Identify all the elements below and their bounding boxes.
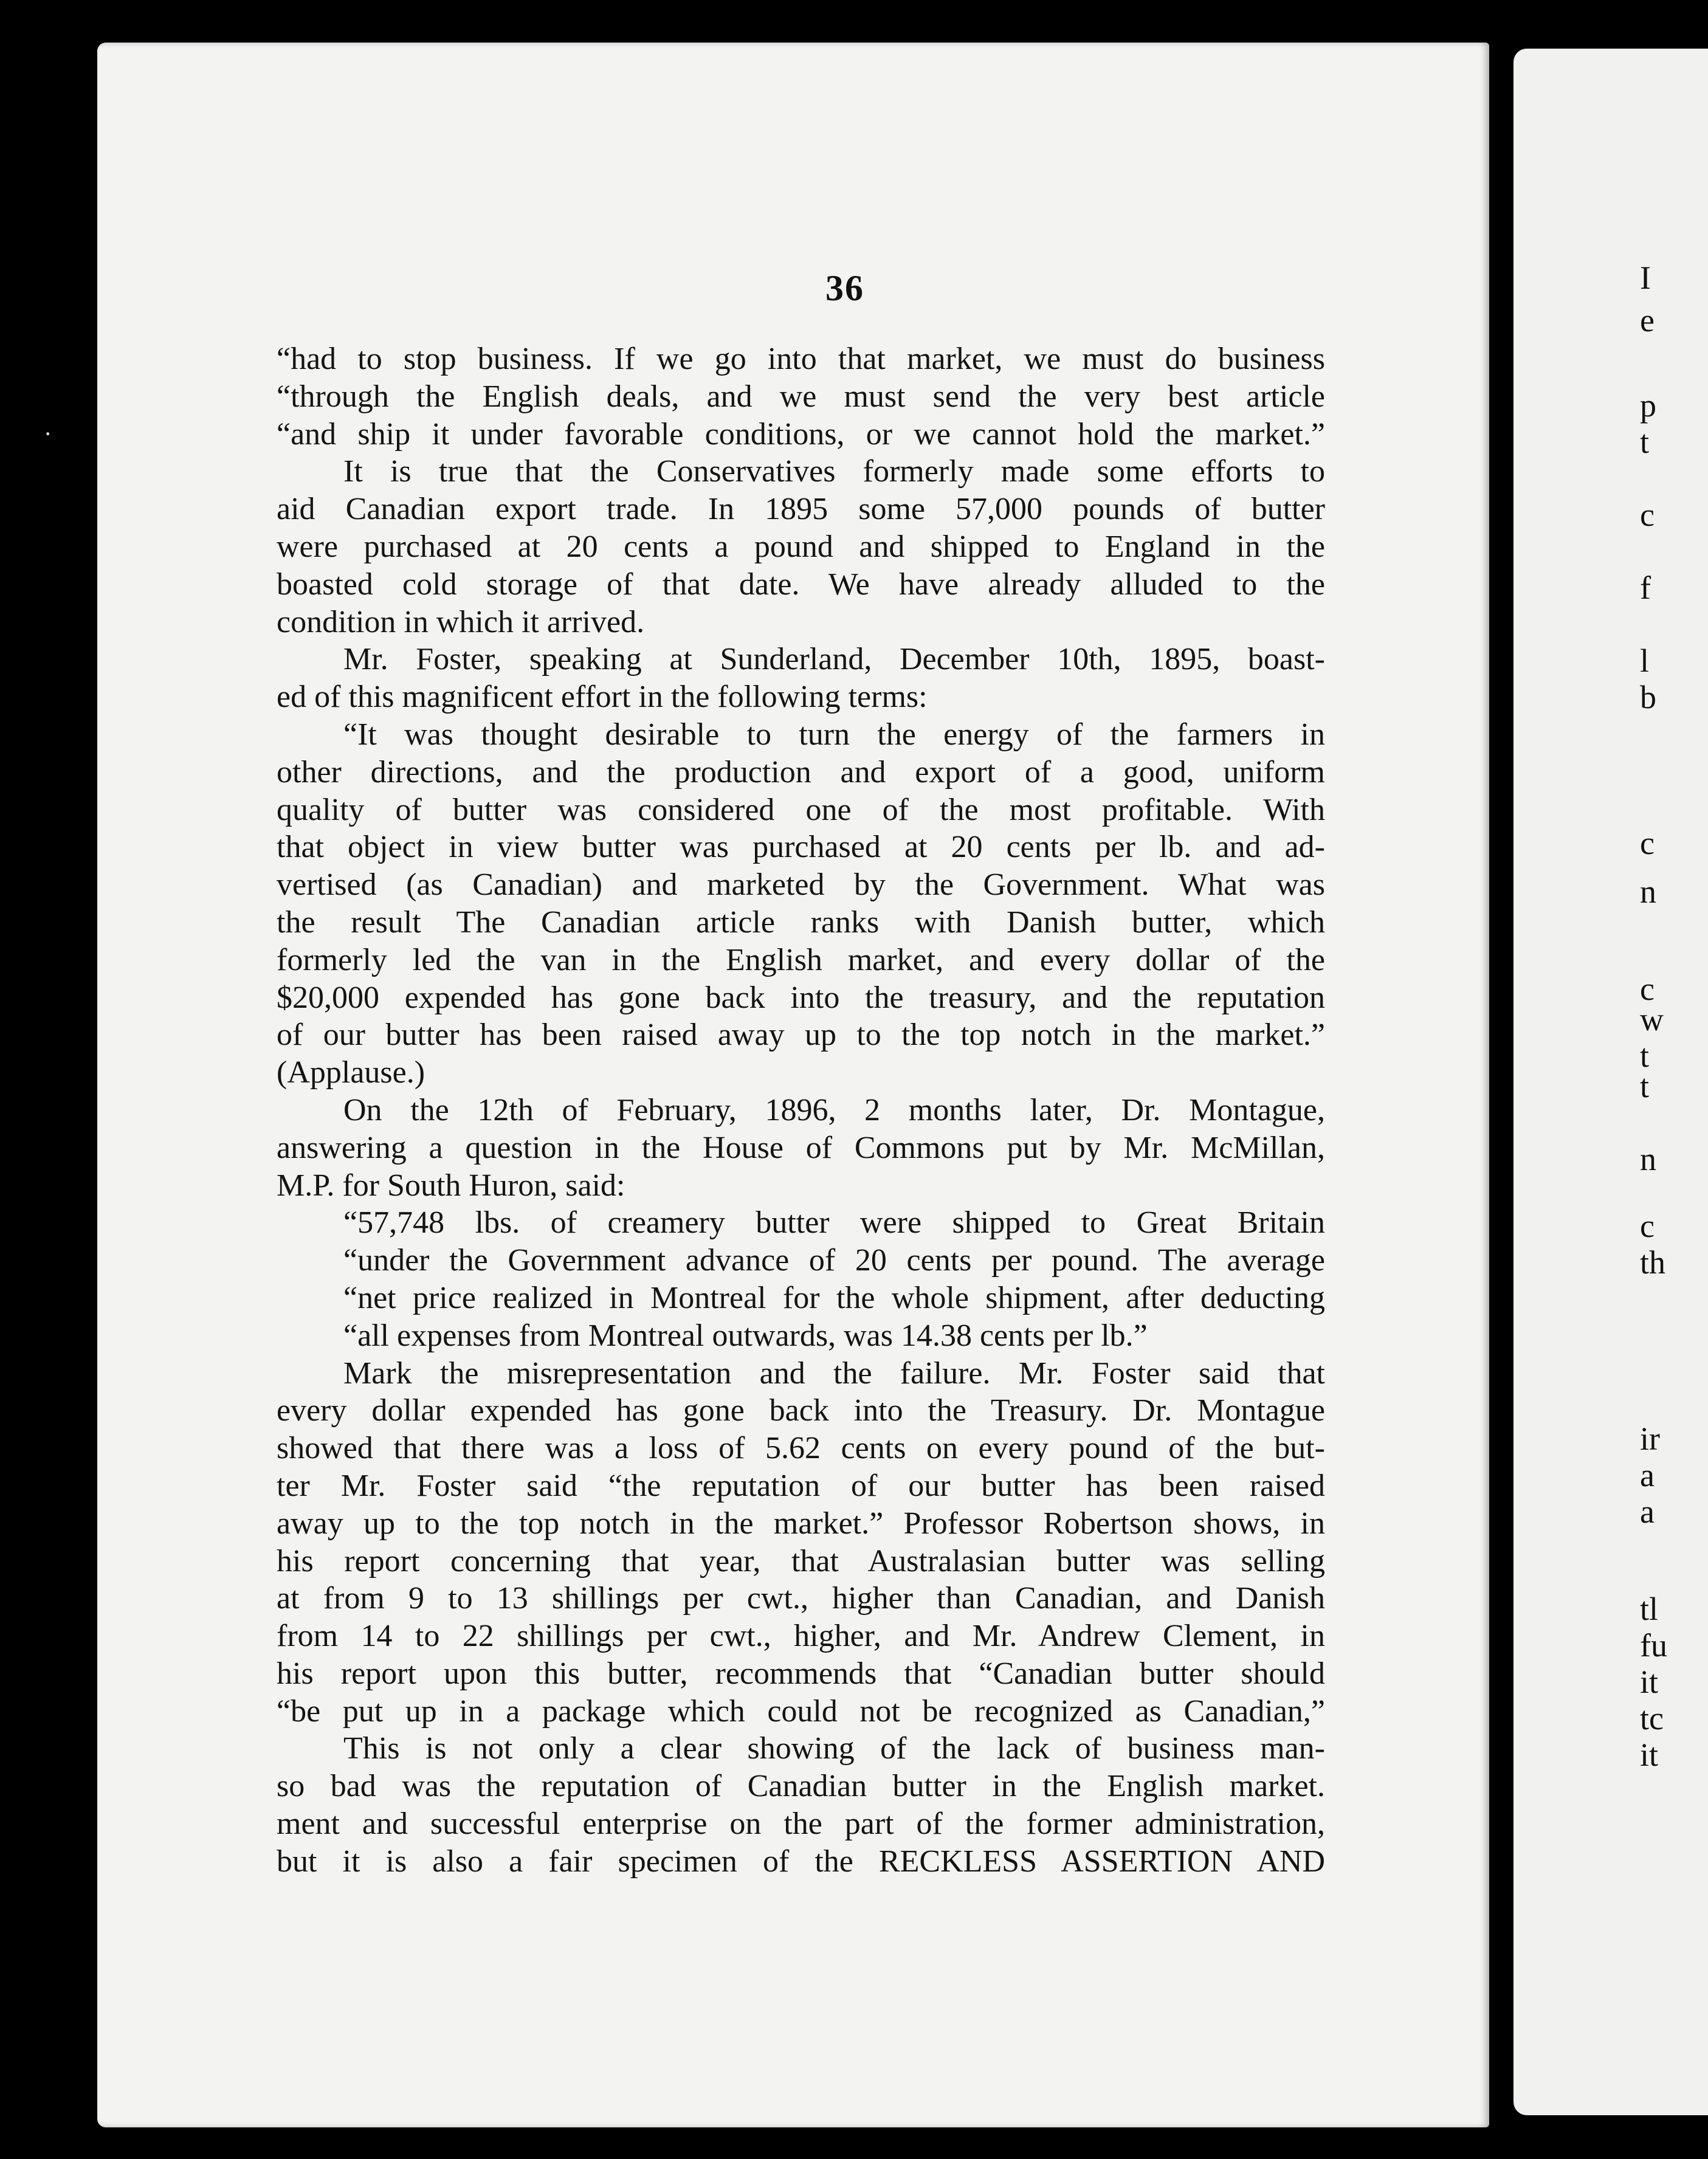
text-line: On the 12th of February, 1896, 2 months later, Dr. Montague, <box>343 1092 1325 1128</box>
facing-page-fragment: t <box>1640 1038 1650 1074</box>
text-line: quality of butter was considered one of the most profitable. With <box>277 792 1325 827</box>
facing-page-fragment: c <box>1640 497 1655 533</box>
facing-page-fragment: th <box>1640 1244 1666 1281</box>
text-line: It is true that the Conservatives formerly made some efforts to <box>343 454 1325 489</box>
facing-page-fragment: I <box>1640 260 1651 296</box>
text-line: answering a question in the House of Commons put by Mr. McMillan, <box>277 1130 1325 1165</box>
text-line: “be put up in a package which could not be recognized as Canadian,” <box>277 1693 1325 1729</box>
text-line: other directions, and the production and export of a good, uniform <box>277 754 1325 790</box>
text-line: $20,000 expended has gone back into the treasury, and the reputation <box>277 980 1325 1015</box>
text-line: condition in which it arrived. <box>277 604 645 639</box>
facing-page-fragment: t <box>1640 1068 1650 1104</box>
text-line: “through the English deals, and we must send the very best article <box>277 379 1325 414</box>
text-line: his report upon this butter, recommends that “Canadian butter should <box>277 1656 1325 1691</box>
margin-speck: · <box>44 420 52 447</box>
text-line: “all expenses from Montreal outwards, was 14.38 cents per lb.” <box>343 1318 1148 1353</box>
text-line: “net price realized in Montreal for the whole shipment, after deducting <box>343 1280 1325 1315</box>
text-line: “57,748 lbs. of creamery butter were shipped to Great Britain <box>343 1205 1325 1241</box>
text-line: ter Mr. Foster said “the reputation of our butter has been raised <box>277 1468 1325 1503</box>
text-line: at from 9 to 13 shillings per cwt., higher than Canadian, and Danish <box>277 1581 1325 1616</box>
text-line: Mark the misrepresentation and the failure. Mr. Foster said that <box>343 1355 1325 1391</box>
text-line: “and ship it under favorable conditions, or we cannot hold the market.” <box>277 416 1325 452</box>
text-line: boasted cold storage of that date. We have already alluded to the <box>277 566 1325 602</box>
facing-page-fragment: p <box>1640 387 1656 424</box>
text-line: ment and successful enterprise on the part of the former administration, <box>277 1806 1325 1842</box>
text-line: were purchased at 20 cents a pound and shipped to England in the <box>277 529 1325 564</box>
text-line: his report concerning that year, that Australasian butter was selling <box>277 1543 1325 1579</box>
facing-page-fragment: a <box>1640 1457 1655 1493</box>
text-line: showed that there was a loss of 5.62 cents on every pound of the but- <box>277 1431 1325 1466</box>
text-line: formerly led the van in the English market, and every dollar of the <box>277 942 1325 977</box>
text-line: but it is also a fair specimen of the RECKLESS ASSERTION AND <box>277 1844 1325 1879</box>
book-page <box>97 43 1489 2127</box>
text-line: (Applause.) <box>277 1055 425 1090</box>
text-line: “had to stop business. If we go into that market, we must do business <box>277 342 1325 376</box>
text-line: M.P. for South Huron, said: <box>277 1168 625 1203</box>
facing-page-fragment: n <box>1640 1141 1656 1177</box>
facing-page-fragment: tc <box>1640 1700 1664 1737</box>
text-line: that object in view butter was purchased at 20 cents per lb. and ad- <box>277 830 1325 865</box>
text-line: This is not only a clear showing of the lack of business man- <box>343 1731 1325 1766</box>
text-line: “It was thought desirable to turn the energy of the farmers in <box>343 717 1325 752</box>
text-line: away up to the top notch in the market.” Professor Robertson shows, in <box>277 1506 1325 1541</box>
text-line: ed of this magnificent effort in the following terms: <box>277 680 928 715</box>
facing-page-fragment: n <box>1640 873 1656 910</box>
body-text <box>277 340 1325 1881</box>
facing-page-fragment: tl <box>1640 1591 1659 1627</box>
text-line: aid Canadian export trade. In 1895 some 57,000 pounds of butter <box>277 492 1325 527</box>
facing-page-fragment: e <box>1640 302 1655 339</box>
facing-page-fragment: f <box>1640 570 1651 606</box>
text-line: vertised (as Canadian) and marketed by the Government. What was <box>277 867 1325 903</box>
facing-page-fragment: l <box>1640 642 1650 679</box>
facing-page-fragment: it <box>1640 1737 1659 1773</box>
facing-page-fragment: b <box>1640 679 1656 715</box>
text-line: of our butter has been raised away up to the top notch in the market.” <box>277 1018 1325 1053</box>
facing-page-fragment: c <box>1640 1208 1655 1244</box>
facing-page-fragment: t <box>1640 424 1650 460</box>
page-number: 36 <box>825 268 864 308</box>
text-line: Mr. Foster, speaking at Sunderland, December 10th, 1895, boast- <box>343 642 1325 677</box>
facing-page-edge <box>1513 49 1708 2115</box>
text-line: “under the Government advance of 20 cents per pound. The average <box>343 1243 1325 1278</box>
facing-page-fragment: w <box>1640 1001 1664 1038</box>
facing-page-fragment: fu <box>1640 1627 1667 1664</box>
text-line: every dollar expended has gone back into the Treasury. Dr. Montague <box>277 1393 1325 1428</box>
facing-page-fragment: c <box>1640 971 1655 1007</box>
facing-page-fragment: a <box>1640 1493 1655 1530</box>
facing-page-fragment: it <box>1640 1664 1659 1700</box>
text-line: the result The Canadian article ranks with Danish butter, which <box>277 904 1325 940</box>
facing-page-fragment: c <box>1640 825 1655 861</box>
facing-page-fragment: ir <box>1640 1420 1660 1457</box>
text-line: so bad was the reputation of Canadian butter in the English market. <box>277 1769 1325 1804</box>
text-line: from 14 to 22 shillings per cwt., higher, and Mr. Andrew Clement, in <box>277 1619 1325 1654</box>
